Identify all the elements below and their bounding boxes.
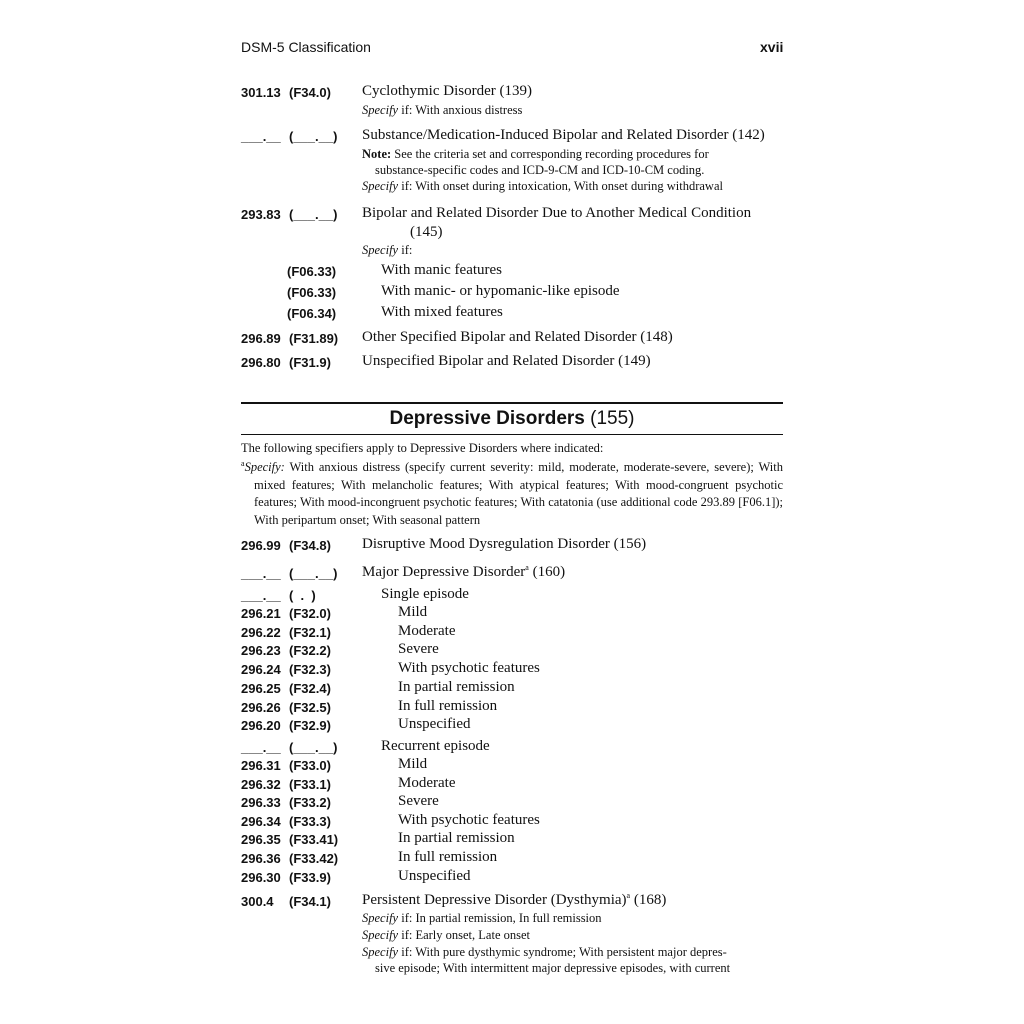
- disorder-title: Other Specified Bipolar and Related Disorder (148): [362, 329, 673, 345]
- icd-code: (F34.0): [289, 85, 331, 100]
- subtype-label: With manic- or hypomanic-like episode: [381, 283, 620, 299]
- icd-code: (F32.9): [289, 718, 331, 734]
- icd-code: (F31.89): [289, 331, 339, 346]
- icd-code: (___.__): [289, 129, 338, 144]
- severity-label: In full remission: [398, 697, 498, 714]
- section-heading: Depressive Disorders (155): [389, 408, 635, 429]
- icd-code: (F34.1): [289, 894, 331, 909]
- severity-label: Moderate: [398, 622, 456, 639]
- severity-label: With psychotic features: [398, 660, 540, 677]
- dx-code: 296.23: [241, 643, 281, 659]
- disorder-title: Cyclothymic Disorder (139): [362, 83, 532, 99]
- specifier-line: Specify if:: [362, 243, 413, 257]
- icd-code: (F06.34): [287, 306, 337, 321]
- dx-code: 293.83: [241, 207, 281, 222]
- dx-code: 296.33: [241, 795, 281, 811]
- specifier-line: sive episode; With intermittent major depressive episodes, with current: [375, 961, 731, 975]
- severity-label: In partial remission: [398, 830, 515, 847]
- dx-code: 296.20: [241, 718, 281, 734]
- dx-code: 300.4: [241, 894, 274, 909]
- icd-code: ( . ): [289, 588, 316, 603]
- dx-code: 296.80: [241, 355, 281, 370]
- page-number: xvii: [760, 39, 784, 55]
- icd-code: (F32.0): [289, 606, 331, 621]
- disorder-title: Unspecified Bipolar and Related Disorder (149): [362, 353, 651, 369]
- dx-code: 296.22: [241, 624, 281, 640]
- icd-code: (F33.41): [289, 832, 339, 848]
- severity-label: Severe: [398, 793, 439, 810]
- icd-code: (F33.0): [289, 758, 331, 773]
- running-header: DSM-5 Classification: [241, 39, 371, 55]
- icd-code: (F33.42): [289, 851, 339, 866]
- dx-code: 296.30: [241, 869, 281, 885]
- icd-code: (F31.9): [289, 355, 331, 370]
- severity-label: Unspecified: [398, 867, 471, 884]
- dx-code: 296.25: [241, 680, 281, 696]
- dx-code: 301.13: [241, 85, 281, 100]
- note-line: Note: See the criteria set and corresponding recording procedures for: [362, 147, 709, 161]
- icd-code: (F33.1): [289, 776, 331, 792]
- note-line: substance-specific codes and ICD-9-CM and ICD-10-CM coding.: [375, 163, 705, 177]
- severity-label: Severe: [398, 641, 439, 658]
- icd-code: (F32.2): [289, 643, 331, 659]
- specifier-line: Specify if: In partial remission, In full remission: [362, 911, 602, 925]
- icd-code: (___.__): [289, 207, 338, 222]
- disorder-title: Bipolar and Related Disorder Due to Another Medical Condition: [362, 205, 752, 221]
- specifier-line: Specify if: Early onset, Late onset: [362, 928, 530, 942]
- dx-code: ___.__: [241, 129, 281, 144]
- disorder-title: Disruptive Mood Dysregulation Disorder (156): [362, 536, 647, 552]
- icd-code: (F32.3): [289, 662, 331, 678]
- dx-code: ___.__: [241, 566, 281, 581]
- icd-code: (F34.8): [289, 538, 331, 553]
- icd-code: (F32.1): [289, 624, 331, 640]
- subtype-label: With manic features: [381, 262, 503, 278]
- icd-code: (F06.33): [287, 285, 337, 300]
- icd-code: (F32.4): [289, 680, 331, 696]
- icd-code: (F32.5): [289, 699, 331, 715]
- icd-code: (F33.2): [289, 795, 331, 811]
- specifier-line: Specify if: With anxious distress: [362, 103, 523, 117]
- dx-code: 296.35: [241, 832, 281, 848]
- section-rule-bottom: [241, 434, 783, 435]
- disorder-title-cont: (145): [410, 224, 443, 240]
- severity-label: With psychotic features: [398, 811, 540, 828]
- severity-label: Mild: [398, 756, 428, 772]
- dx-code: 296.26: [241, 699, 281, 715]
- dx-code: 296.21: [241, 606, 281, 621]
- dx-code: 296.99: [241, 538, 281, 553]
- severity-label: Mild: [398, 604, 428, 620]
- icd-code: (F33.3): [289, 813, 331, 829]
- severity-label: In full remission: [398, 849, 498, 865]
- dx-code: ___.__: [241, 740, 281, 755]
- subtype-label: With mixed features: [381, 304, 503, 320]
- dx-code: 296.24: [241, 662, 281, 678]
- icd-code: (___.__): [289, 566, 338, 581]
- specifier-line: Specify if: With pure dysthymic syndrome; With persistent major depres-: [362, 945, 727, 959]
- specifier-paragraph: $^a$Specify: With anxious distress (specify current severity: mild, moderate, moderate-severe, severe); With mixed features; With melancholic features; With atypical features; With mood-congruent psychotic features; With mood-incongruent psychotic features; With catatonia (use additional code 293.89 [F06.1]); With peripartum onset; With seasonal pattern: [241, 458, 783, 527]
- disorder-title: Persistent Depressive Disorder (Dysthymia)$^a$ (168): [362, 891, 667, 908]
- severity-label: Unspecified: [398, 716, 471, 733]
- intro-text: The following specifiers apply to Depressive Disorders where indicated:: [241, 441, 604, 455]
- disorder-title: Substance/Medication-Induced Bipolar and Related Disorder (142): [362, 127, 765, 143]
- icd-code: (F33.9): [289, 869, 331, 885]
- dx-code: 296.31: [241, 758, 281, 773]
- episode-label: Recurrent episode: [381, 738, 490, 754]
- section-rule-top: [241, 402, 783, 404]
- dx-code: 296.34: [241, 813, 281, 829]
- dx-code: ___.__: [241, 588, 281, 603]
- episode-label: Single episode: [381, 586, 469, 602]
- dx-code: 296.32: [241, 776, 281, 792]
- severity-label: In partial remission: [398, 678, 515, 695]
- dx-code: 296.36: [241, 851, 281, 866]
- severity-label: Moderate: [398, 774, 456, 791]
- icd-code: (___.__): [289, 740, 338, 755]
- specifier-line: Specify if: With onset during intoxication, With onset during withdrawal: [362, 179, 723, 193]
- disorder-title: Major Depressive Disorder$^a$ (160): [362, 563, 566, 580]
- dx-code: 296.89: [241, 331, 281, 346]
- icd-code: (F06.33): [287, 264, 337, 279]
